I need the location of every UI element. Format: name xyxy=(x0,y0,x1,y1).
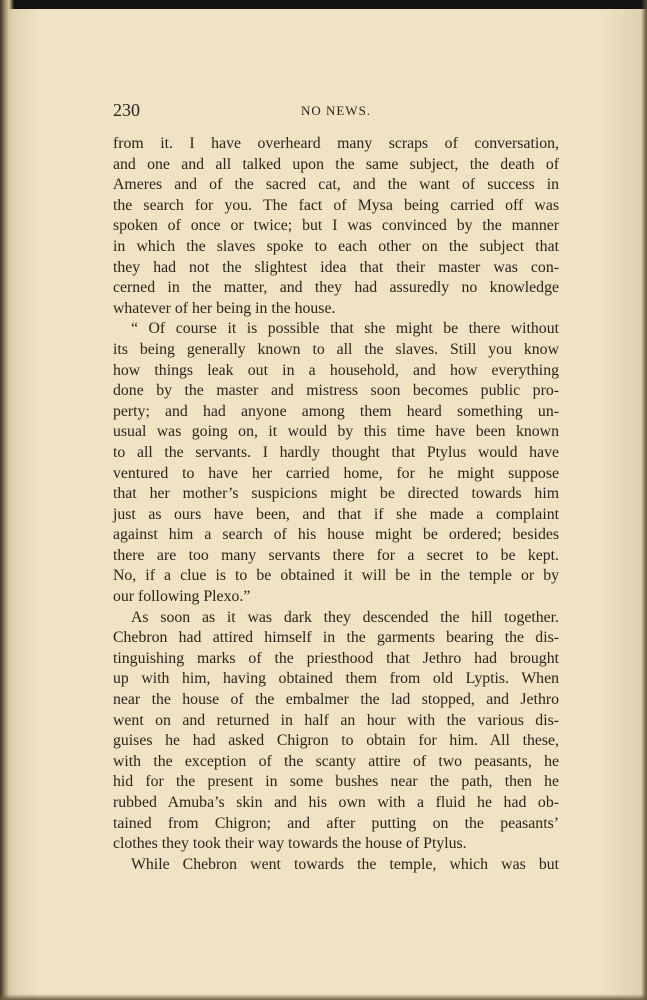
page-right-edge xyxy=(641,0,647,1000)
text-line: No, if a clue is to be obtained it will be in the temple or by xyxy=(113,567,559,585)
text-line: that her mother’s suspicions might be directed towards him xyxy=(113,485,559,503)
text-line: guises he had asked Chigron to obtain for him. All these, xyxy=(113,732,559,750)
text-line: tinguishing marks of the priesthood that Jethro had brought xyxy=(113,649,559,667)
text-line: how things leak out in a household, and how everything xyxy=(113,361,559,379)
text-line: hid for the present in some bushes near the path, then he xyxy=(113,773,559,791)
text-line: just as ours have been, and that if she made a complaint xyxy=(113,505,559,523)
text-line: perty; and had anyone among them heard something un- xyxy=(113,402,559,420)
text-line: our following Plexo.” xyxy=(113,588,251,606)
text-line: “ Of course it is possible that she might be there without xyxy=(131,320,559,338)
text-line: they had not the slightest idea that their master was con- xyxy=(113,258,559,276)
text-line: Chebron had attired himself in the garments bearing the dis- xyxy=(113,629,559,647)
book-spine-shadow xyxy=(0,0,14,1000)
text-line: the search for you. The fact of Mysa being carried off was xyxy=(113,196,559,214)
text-line: clothes they took their way towards the house of Ptylus. xyxy=(113,835,467,853)
text-line: As soon as it was dark they descended the hill together. xyxy=(131,608,559,626)
text-line: with the exception of the scanty attire of two peasants, he xyxy=(113,752,559,770)
text-line: done by the master and mistress soon becomes public pro- xyxy=(113,382,559,400)
text-line: to all the servants. I hardly thought that Ptylus would have xyxy=(113,443,559,461)
scan-top-edge xyxy=(0,0,647,9)
page-number: 230 xyxy=(113,100,140,120)
text-line: went on and returned in half an hour with the various dis- xyxy=(113,711,559,729)
running-head: NO NEWS. xyxy=(300,103,372,118)
page-header xyxy=(113,100,559,124)
page-bottom-edge xyxy=(0,994,647,1000)
text-line: up with him, having obtained them from old Lyptis. When xyxy=(113,670,559,688)
body-text xyxy=(113,134,559,875)
text-line: Ameres and of the sacred cat, and the want of success in xyxy=(113,176,559,194)
text-line: usual was going on, it would by this time have been known xyxy=(113,423,559,441)
text-line: from it. I have overheard many scraps of conversation, xyxy=(113,135,559,152)
text-line: spoken of once or twice; but I was convinced by the manner xyxy=(113,217,559,235)
text-line: tained from Chigron; and after putting on the peasants’ xyxy=(113,814,559,832)
text-line: and one and all talked upon the same subject, the death of xyxy=(113,155,559,173)
text-line: near the house of the embalmer the lad stopped, and Jethro xyxy=(113,691,559,709)
text-line: cerned in the matter, and they had assuredly no knowledge xyxy=(113,279,559,297)
text-line: whatever of her being in the house. xyxy=(113,299,336,317)
text-line: against him a search of his house might be ordered; besides xyxy=(113,526,559,544)
text-line: While Chebron went towards the temple, which was but xyxy=(131,855,559,873)
text-line: its being generally known to all the slaves. Still you know xyxy=(113,340,559,358)
text-line: ventured to have her carried home, for he might suppose xyxy=(113,464,559,482)
text-line: there are too many servants there for a secret to be kept. xyxy=(113,546,559,564)
text-line: rubbed Amuba’s skin and his own with a fluid he had ob- xyxy=(113,794,559,811)
text-line: in which the slaves spoke to each other on the subject that xyxy=(113,237,559,255)
